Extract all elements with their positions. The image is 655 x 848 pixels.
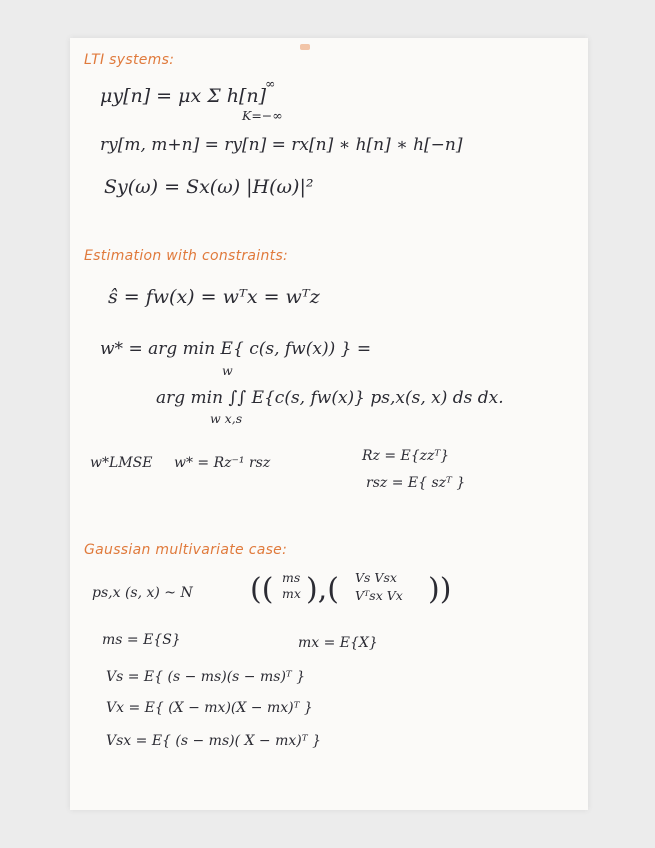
eq-vx: Vx = E{ (X − mx)(X − mx)ᵀ } <box>106 700 313 716</box>
cov-matrix-top: Vs Vsx <box>355 570 397 585</box>
sum-upper-limit: ∞ <box>265 76 276 91</box>
eq-vsx: Vsx = E{ (s − ms)( X − mx)ᵀ } <box>106 733 321 749</box>
eq-argmin-expectation: w* = arg min E{ c(s, fw(x)) } = <box>100 339 372 359</box>
eq-joint-distribution: ps,x (s, x) ~ N <box>92 585 193 601</box>
eq-autocorrelation: ry[m, m+n] = ry[n] = rx[n] ∗ h[n] ∗ h[−n] <box>100 135 463 155</box>
eq-psd: Sy(ω) = Sx(ω) |H(ω)|² <box>104 176 314 198</box>
paren-close-cov: )) <box>428 572 452 607</box>
eq-mx: mx = E{X} <box>298 635 378 651</box>
note-page <box>70 38 588 810</box>
paren-close-mean: ),( <box>306 572 339 607</box>
integral-subscripts: w x,s <box>210 411 243 426</box>
heading-lti: LTI systems: <box>84 52 175 68</box>
cov-matrix-bottom: Vᵀsx Vx <box>355 588 403 603</box>
eq-w-lmse: w* = Rz⁻¹ rsz <box>174 455 271 471</box>
eq-rz: Rz = E{zzᵀ} <box>362 448 450 464</box>
eq-ms: ms = E{S} <box>102 632 181 648</box>
eq-mean: μy[n] = μx Σ h[n] <box>100 85 267 107</box>
eq-vs: Vs = E{ (s − ms)(s − ms)ᵀ } <box>106 669 306 685</box>
eq-rsz: rsz = E{ szᵀ } <box>366 475 466 491</box>
mean-vector-top: ms <box>282 570 301 585</box>
eq-estimator: ŝ = fw(x) = wᵀx = wᵀz <box>108 286 320 308</box>
sum-lower-limit: K=−∞ <box>242 108 283 123</box>
argmin-subscript-w: w <box>222 363 233 378</box>
heading-estimation: Estimation with constraints: <box>84 248 289 264</box>
pencil-mark <box>300 44 310 50</box>
paren-open: (( <box>250 572 274 607</box>
eq-argmin-integral: arg min ∫∫ E{c(s, fw(x)} ps,x(s, x) ds dx. <box>156 388 504 408</box>
w-lmse-label: w*LMSE <box>90 455 153 471</box>
heading-gaussian: Gaussian multivariate case: <box>84 542 288 558</box>
mean-vector-bottom: mx <box>282 586 301 601</box>
